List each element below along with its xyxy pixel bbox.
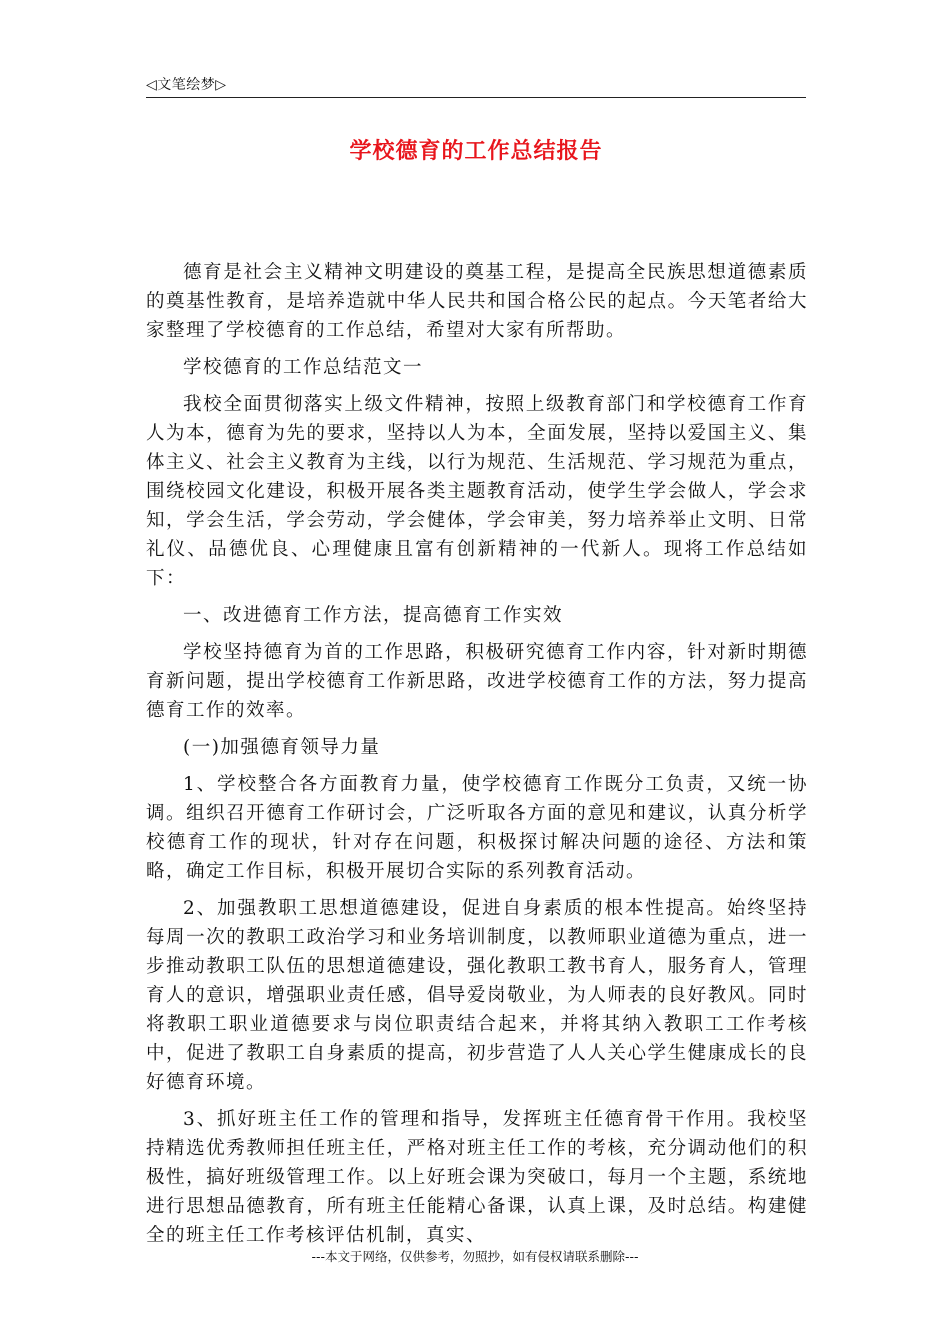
document-title: 学校德育的工作总结报告 [349,139,603,164]
paragraph-item-3: 3、抓好班主任工作的管理和指导，发挥班主任德育骨干作用。我校坚持精选优秀教师担任班主任，严格对班主任工作的考核，充分调动他们的积极性，搞好班级管理工作。以上好班会课为突破口，每月一个主题，系统地进行思想品德教育，所有班主任能精心备课，认真上课，及时总结。构建健全的班主任工作考核评估机制，真实、 [146,1109,808,1246]
footer-disclaimer: ---本文于网络，仅供参考，勿照抄，如有侵权请联系删除--- [311,1249,639,1264]
section-heading-sample-one: 学校德育的工作总结范文一 [183,357,424,378]
paragraph-intro: 德育是社会主义精神文明建设的奠基工程，是提高全民族思想道德素质的奠基性教育，是培养造就中华人民共和国合格公民的起点。今天笔者给大家整理了学校德育的工作总结，希望对大家有所帮助。 [146,262,808,341]
paragraph-item-2: 2、加强教职工思想道德建设，促进自身素质的根本性提高。始终坚持每周一次的教职工政治学习和业务培训制度，以教师职业道德为重点，进一步推动教职工队伍的思想道德建设，强化教职工教书育人，服务育人，管理育人的意识，增强职业责任感，倡导爱岗敬业，为人师表的良好教风。同时将教职工职业道德要求与岗位职责结合起来，并将其纳入教职工工作考核中，促进了教职工自身素质的提高，初步营造了人人关心学生健康成长的良好德育环境。 [146,898,808,1093]
document-body [146,258,808,1258]
subsection-heading: (一)加强德育领导力量 [183,737,381,758]
header-label: ◁文笔绘梦▷ [146,77,227,93]
header-divider [146,97,806,98]
section-heading-one: 一、改进德育工作方法，提高德育工作实效 [183,605,564,626]
paragraph: 我校全面贯彻落实上级文件精神，按照上级教育部门和学校德育工作育人为本，德育为先的要求，坚持以人为本，全面发展，坚持以爱国主义、集体主义、社会主义教育为主线，以行为规范、生活规范、学习规范为重点，围绕校园文化建设，积极开展各类主题教育活动，使学生学会做人，学会求知，学会生活，学会劳动，学会健体，学会审美，努力培养举止文明、日常礼仪、品德优良、心理健康且富有创新精神的一代新人。现将工作总结如下： [146,394,808,589]
paragraph: 学校坚持德育为首的工作思路，积极研究德育工作内容，针对新时期德育新问题，提出学校德育工作新思路，改进学校德育工作的方法，努力提高德育工作的效率。 [146,642,808,721]
paragraph-item-1: 1、学校整合各方面教育力量，使学校德育工作既分工负责，又统一协调。组织召开德育工作研讨会，广泛听取各方面的意见和建议，认真分析学校德育工作的现状，针对存在问题，积极探讨解决问题的途径、方法和策略，确定工作目标，积极开展切合实际的系列教育活动。 [146,774,808,882]
